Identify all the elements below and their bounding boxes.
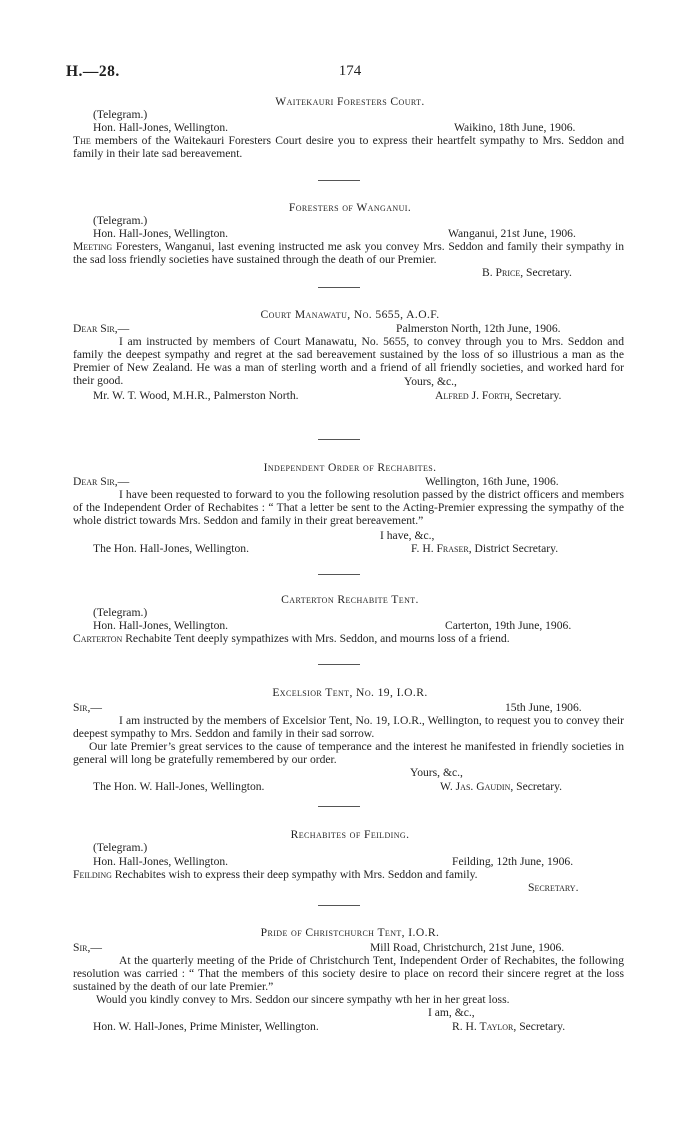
body-lead: The: [73, 134, 91, 147]
place-date: Palmerston North, 12th June, 1906.: [396, 322, 561, 335]
letter-body: [73, 134, 624, 160]
letter-title: Carterton Rechabite Tent.: [281, 593, 419, 606]
signature-role: , Secretary.: [520, 266, 572, 279]
signature-role: , District Secretary.: [468, 542, 559, 555]
signature-role: , Secretary.: [513, 1020, 566, 1033]
letter-body: I am instructed by members of Court Manawatu, No. 5655, to convey through you to Mrs. Seddon and family the deepest sympathy and regret at the sad bereavement sustained by the loss of so illustrious a man as the Premier of New Zealand. He was a man of sterling worth and a friend of all friendly societies, and worked hard for their good.: [73, 335, 624, 387]
letter-title: Foresters of Wanganui.: [288, 201, 412, 214]
signature: [452, 1020, 565, 1033]
closing: Yours, &c.,: [404, 375, 457, 388]
letter-body: I have been requested to forward to you the following resolution passed by the district officers and members of the Independent Order of Rechabites : “ That a letter be sent to the Acting-Premier expressing the sympathy of the whole district towards Mrs. Seddon and family in their great bereavement.”: [73, 488, 624, 527]
closing: I have, &c.,: [380, 529, 435, 542]
letter-body: [73, 632, 624, 645]
place-date: Mill Road, Christchurch, 21st June, 1906.: [370, 941, 565, 954]
recipient: Mr. W. T. Wood, M.H.R., Palmerston North.: [93, 389, 299, 402]
addressee: Hon. Hall-Jones, Wellington.: [93, 619, 229, 632]
addressee: Hon. Hall-Jones, Wellington.: [93, 227, 229, 240]
recipient: The Hon. W. Hall-Jones, Wellington.: [93, 780, 265, 793]
body-text: Foresters, Wanganui, last evening instructed me ask you convey Mrs. Seddon and family their sympathy in the sad loss friendly societies have sustained through the death of our Premier.: [73, 240, 624, 266]
signature: [440, 780, 562, 793]
closing: I am, &c.,: [428, 1006, 475, 1019]
recipient: Hon. W. Hall-Jones, Prime Minister, Wellington.: [93, 1020, 319, 1033]
letter-title: Rechabites of Feilding.: [290, 828, 410, 841]
recipient: The Hon. Hall-Jones, Wellington.: [93, 542, 249, 555]
closing: Yours, &c.,: [410, 766, 463, 779]
letter-body-continued: Would you kindly convey to Mrs. Seddon our sincere sympathy wth her in her great loss.: [96, 993, 510, 1006]
addressee: Hon. Hall-Jones, Wellington.: [93, 121, 229, 134]
signature-name: B. Price: [482, 266, 521, 279]
body-text: members of the Waitekauri Foresters Court desire you to express their heartfelt sympathy to Mrs. Seddon and family in their late sad bereavement.: [73, 134, 624, 160]
addressee: Hon. Hall-Jones, Wellington.: [93, 855, 229, 868]
section-divider: [318, 806, 360, 807]
signature-name: F. H. Fraser: [411, 542, 469, 555]
letter-title: Waitekauri Foresters Court.: [275, 95, 425, 108]
body-text: Rechabite Tent deeply sympathizes with Mrs. Seddon, and mourns loss of a friend.: [122, 632, 510, 645]
signature-role: , Secretary.: [510, 780, 563, 793]
body-text: Rechabites wish to express their deep sympathy with Mrs. Seddon and family.: [111, 868, 478, 881]
signature-name: R. H. Taylor: [452, 1020, 514, 1033]
section-divider: [318, 905, 360, 906]
letter-body: At the quarterly meeting of the Pride of Christchurch Tent, Independent Order of Rechabites, the following resolution was carried : “ That the members of this society desire to place on record their sincere regret at the loss sustained by the death of our late Premier.”: [73, 954, 624, 993]
signature: [482, 266, 572, 279]
section-divider: [318, 439, 360, 440]
letter-body: I am instructed by the members of Excelsior Tent, No. 19, I.O.R., Wellington, to request you to convey their deepest sympathy to Mrs. Seddon and family in their sad sorrow.: [73, 714, 624, 740]
place-date: Wanganui, 21st June, 1906.: [448, 227, 576, 240]
telegram-note: (Telegram.): [93, 606, 148, 619]
letter-title: Excelsior Tent, No. 19, I.O.R.: [272, 686, 428, 699]
signature-role: , Secretary.: [509, 389, 562, 402]
place-date: Waikino, 18th June, 1906.: [454, 121, 576, 134]
body-lead: Feilding: [73, 868, 112, 881]
section-divider: [318, 287, 360, 288]
salutation: Dear Sir,—: [73, 322, 130, 335]
place-date: Carterton, 19th June, 1906.: [445, 619, 572, 632]
place-date: Feilding, 12th June, 1906.: [452, 855, 574, 868]
telegram-note: (Telegram.): [93, 214, 148, 227]
body-lead: Carterton: [73, 632, 123, 645]
salutation: Dear Sir,—: [73, 475, 130, 488]
signature-name: W. Jas. Gaudin: [440, 780, 511, 793]
letter-title: Pride of Christchurch Tent, I.O.R.: [260, 926, 440, 939]
place-date: 15th June, 1906.: [505, 701, 582, 714]
signature: [435, 389, 561, 402]
signature: [411, 542, 558, 555]
signature-role: Secretary.: [528, 881, 579, 894]
letter-title: Independent Order of Rechabites.: [263, 461, 437, 474]
salutation: Sir,—: [73, 701, 102, 714]
telegram-note: (Telegram.): [93, 841, 148, 854]
letter-body: [73, 240, 624, 266]
body-lead: Meeting: [73, 240, 113, 253]
signature-name: Alfred J. Forth: [435, 389, 510, 402]
telegram-note: (Telegram.): [93, 108, 148, 121]
letter-body: [73, 868, 624, 881]
letter-body-continued: Our late Premier’s great services to the cause of temperance and the interest he manifested in friendly societies in general will long be gratefully remembered by our order.: [73, 740, 624, 766]
section-divider: [318, 574, 360, 575]
section-divider: [318, 664, 360, 665]
section-divider: [318, 180, 360, 181]
place-date: Wellington, 16th June, 1906.: [425, 475, 559, 488]
paper-reference: H.—28.: [66, 63, 120, 80]
salutation: Sir,—: [73, 941, 102, 954]
letter-title: Court Manawatu, No. 5655, A.O.F.: [260, 308, 440, 321]
page-number: 174: [338, 63, 362, 79]
